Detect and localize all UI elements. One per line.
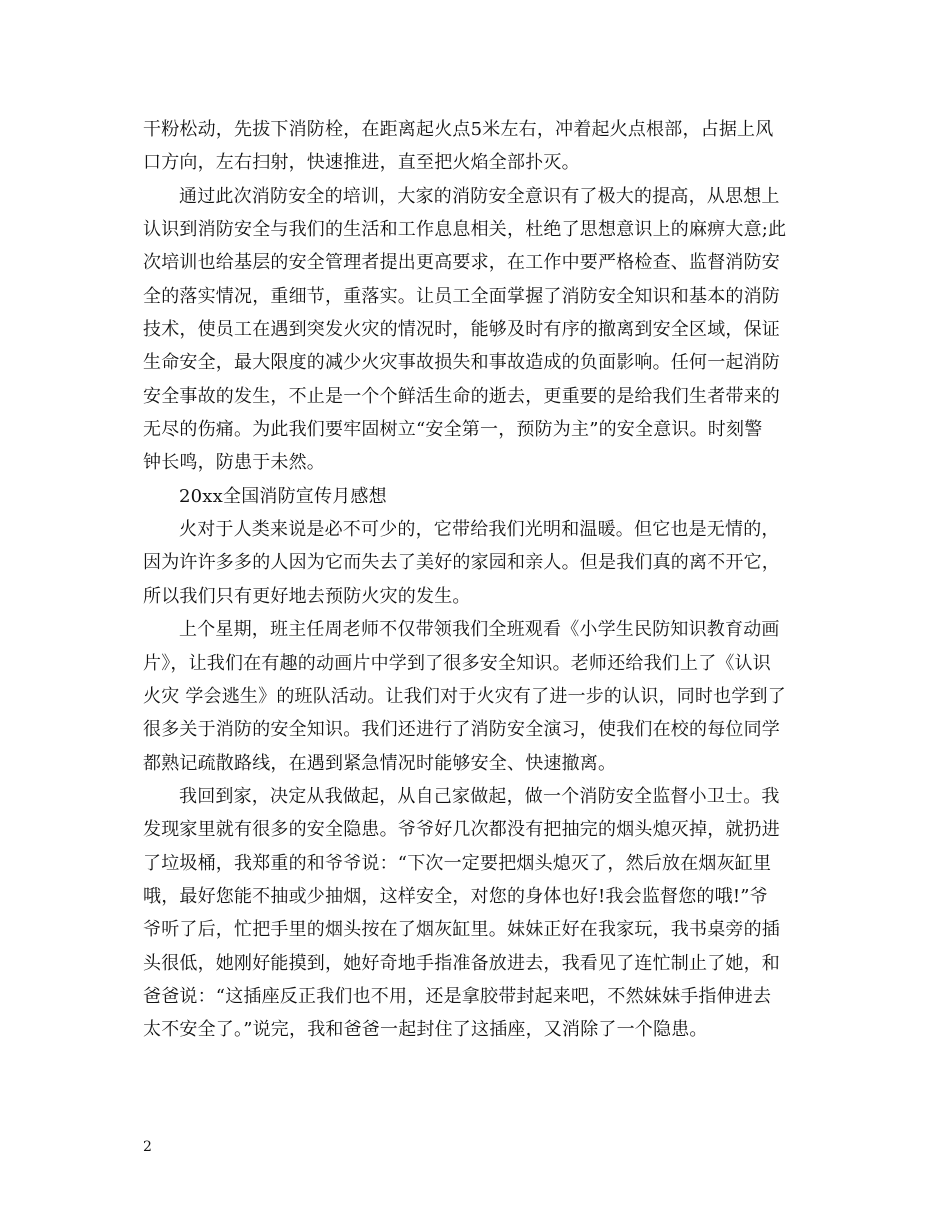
text-line: 头很低，她刚好能摸到，她好奇地手指准备放进去，我看见了连忙制止了她，和 — [143, 952, 780, 974]
text-line: 无尽的伤痛。为此我们要牢固树立“安全第一，预防为主”的安全意识。时刻警 — [143, 419, 763, 441]
text-line: 了垃圾桶，我郑重的和爷爷说：“下次一定要把烟头熄灭了，然后放在烟灰缸里 — [143, 852, 772, 874]
text-line: 哦，最好您能不抽或少抽烟，这样安全，对您的身体也好!我会监督您的哦!”爷 — [143, 885, 768, 907]
text-line: 钟长鸣，防患于未然。 — [143, 452, 325, 474]
text-line: 认识到消防安全与我们的生活和工作息息相关，杜绝了思想意识上的麻痹大意;此 — [143, 219, 787, 241]
paragraph-start-line: 火对于人类来说是必不可少的，它带给我们光明和温暖。但它也是无情的， — [179, 519, 780, 541]
text-line: 爷听了后，忙把手里的烟头按在了烟灰缸里。妹妹正好在我家玩，我书桌旁的插 — [143, 919, 780, 941]
text-line: 发现家里就有很多的安全隐患。爷爷好几次都没有把抽完的烟头熄灭掉，就扔进 — [143, 819, 780, 841]
text-line: 因为许许多多的人因为它而失去了美好的家园和亲人。但是我们真的离不开它， — [143, 552, 780, 574]
text-line: 爸爸说：“这插座反正我们也不用，还是拿胶带封起来吧，不然妹妹手指伸进去 — [143, 985, 772, 1007]
text-line: 次培训也给基层的安全管理者提出更高要求，在工作中要严格检查、监督消防安 — [143, 252, 780, 274]
body-text — [143, 113, 813, 1047]
page-number: 2 — [143, 1139, 152, 1155]
text-line: 干粉松动，先拔下消防栓，在距离起火点5米左右，冲着起火点根部，占据上风 — [143, 119, 774, 140]
paragraph-start-line: 我回到家，决定从我做起，从自己家做起，做一个消防安全监督小卫士。我 — [179, 785, 780, 807]
text-line: 口方向，左右扫射，快速推进，直至把火焰全部扑灭。 — [143, 152, 580, 174]
text-line: 安全事故的发生，不止是一个个鲜活生命的逝去，更重要的是给我们生者带来的 — [143, 385, 780, 407]
paragraph-start-line: 上个星期，班主任周老师不仅带领我们全班观看《小学生民防知识教育动画 — [179, 619, 780, 641]
text-line: 很多关于消防的安全知识。我们还进行了消防安全演习，使我们在校的每位同学 — [143, 719, 780, 741]
text-line: 太不安全了。”说完，我和爸爸一起封住了这插座，又消除了一个隐患。 — [143, 1019, 708, 1041]
text-line: 全的落实情况，重细节，重落实。让员工全面掌握了消防安全知识和基本的消防 — [143, 285, 780, 307]
text-line: 所以我们只有更好地去预防火灾的发生。 — [143, 585, 471, 607]
paragraph-start-line: 通过此次消防安全的培训，大家的消防安全意识有了极大的提高，从思想上 — [179, 185, 780, 207]
section-heading: 20xx全国消防宣传月感想 — [179, 485, 387, 507]
text-line: 都熟记疏散路线，在遇到紧急情况时能够安全、快速撤离。 — [143, 752, 617, 774]
text-line: 技术，使员工在遇到突发火灾的情况时，能够及时有序的撤离到安全区域，保证 — [143, 319, 780, 341]
text-line: 生命安全，最大限度的减少火灾事故损失和事故造成的负面影响。任何一起消防 — [143, 352, 780, 374]
text-line: 火灾 学会逃生》的班队活动。让我们对于火灾有了进一步的认识，同时也学到了 — [143, 685, 786, 707]
text-line: 片》，让我们在有趣的动画片中学到了很多安全知识。老师还给我们上了《认识 — [143, 652, 771, 674]
